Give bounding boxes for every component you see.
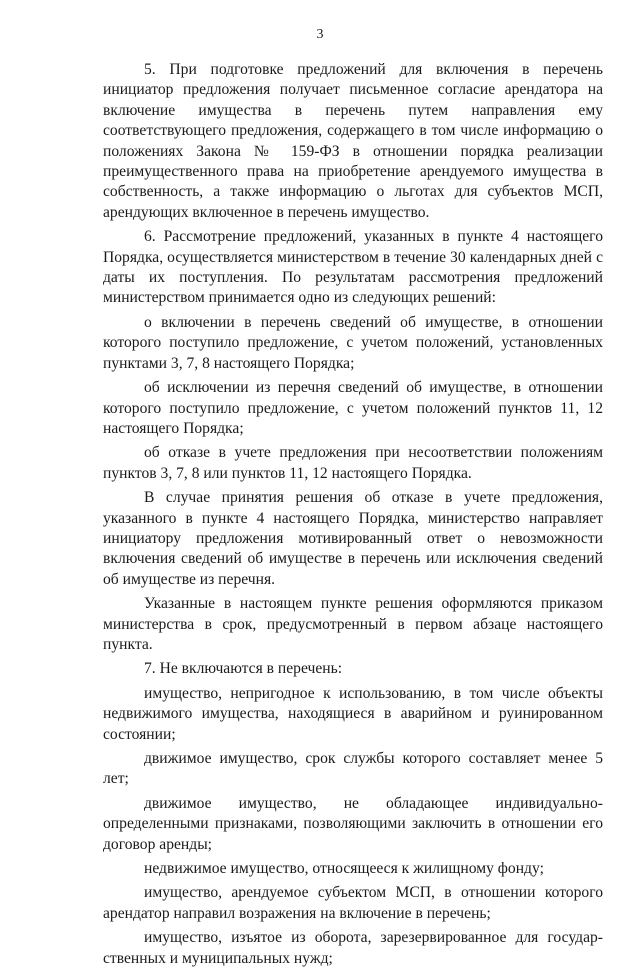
document-body bbox=[103, 60, 603, 969]
paragraph-7-item-housing: недвижимое имущество, относящееся к жилищному фонду; bbox=[144, 860, 544, 878]
page-number: 3 bbox=[316, 27, 324, 42]
paragraph-7-item-non-individual: движимое имущество, не обладающее индивидуально-определенными признаками, позволяющими заключить в отношении его договор аренды; bbox=[103, 794, 603, 853]
paragraph-7-item-unusable: имущество, непригодное к использованию, в том числе объекты недвижимого имущества, находящиеся в аварийном и руинированном состоянии; bbox=[103, 684, 603, 743]
paragraph-6: 6. Рассмотрение предложений, указанных в пункте 4 настоящего Порядка, осуществляется министерством в течение 30 календарных дней с даты их поступления. По результатам рассмотрения предложений министерством принимается одно из следующих решений: bbox=[103, 228, 603, 307]
paragraph-7-item-objection: имущество, арендуемое субъектом МСП, в отношении которого арендатор направил возражения на включение в перечень; bbox=[103, 884, 603, 922]
paragraph-6-decision-include: о включении в перечень сведений об имуществе, в отношении которого поступило предложение, с учетом положений, установленных пунктами 3, 7, 8 настоящего Порядка; bbox=[103, 313, 603, 372]
paragraph-6-refusal-notice: В случае принятия решения об отказе в учете предложения, указанного в пункте 4 настоящего Порядка, министерство направляет инициатору предложения мотивированный ответ о невозможности включения сведений об имуществе в перечень или исключения сведений об имуществе из перечня. bbox=[103, 489, 603, 588]
paragraph-6-order: Указанные в настоящем пункте решения оформляются приказом министерства в срок, предусмотренный в первом абзаце настоящего пункта. bbox=[103, 595, 603, 653]
paragraph-7-item-withdrawn: имущество, изъятое из оборота, зарезервированное для государ-ственных и муниципальных нужд; bbox=[103, 929, 603, 967]
paragraph-5: 5. При подготовке предложений для включения в перечень инициатор предложения получает письменное согласие арендатора на включение имущества в перечень путем направления ему соответствующего предложения, содержащего в том числе информацию о положениях Закона № 159-ФЗ в отношении порядка реализации преимущественного права на приобретение арендуемого имущества в собственность, а также информацию о льготах для субъектов МСП, арендующих включенное в перечень имущество. bbox=[103, 61, 603, 221]
paragraph-6-decision-refuse: об отказе в учете предложения при несоответствии положениям пунктов 3, 7, 8 или пунктов 11, 12 настоящего Порядка. bbox=[103, 444, 603, 482]
paragraph-7-item-short-life: движимое имущество, срок службы которого составляет менее 5 лет; bbox=[103, 750, 603, 788]
paragraph-6-decision-exclude: об исключении из перечня сведений об имуществе, в отношении которого поступило предложение, с учетом положений пунктов 11, 12 настоящего Порядка; bbox=[103, 379, 603, 437]
paragraph-7: 7. Не включаются в перечень: bbox=[144, 660, 343, 678]
